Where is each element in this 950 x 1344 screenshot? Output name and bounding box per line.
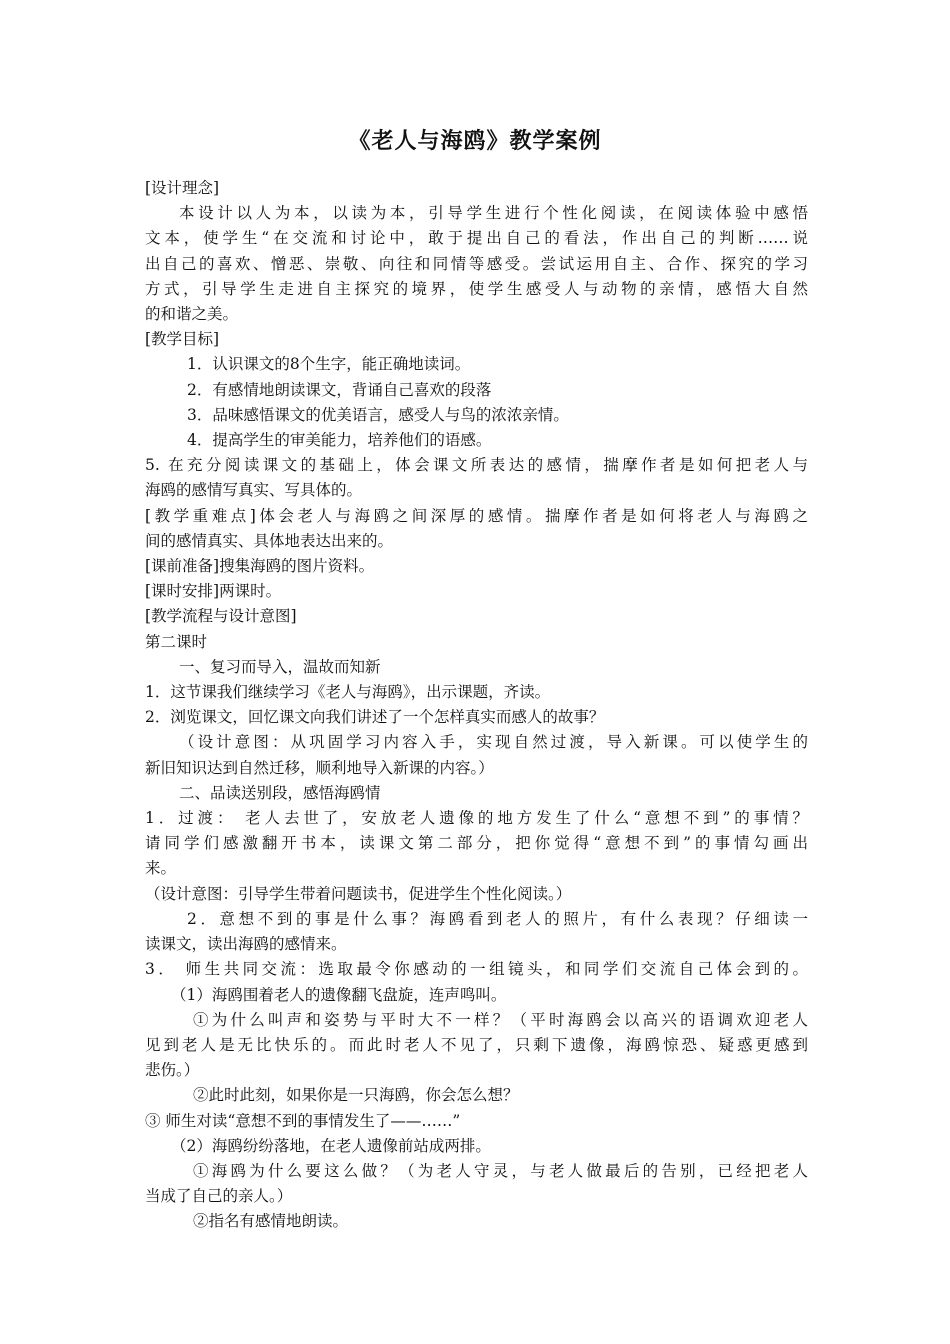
text-line: ③ 师生对读“意想不到的事情发生了——……” xyxy=(145,1111,461,1130)
text-line: ①为什么叫声和姿势与平时大不一样？（平时海鸥会以高兴的语调欢迎老人 xyxy=(193,1010,808,1029)
document-body xyxy=(145,176,808,1235)
text-line: 来。 xyxy=(145,859,177,878)
text-line: 请同学们感激翻开书本，读课文第二部分，把你觉得“意想不到”的事情勾画出 xyxy=(145,834,808,853)
text-line: 一、复习而导入，温故而知新 xyxy=(179,657,381,676)
text-line: 1．过渡： 老人去世了，安放老人遗像的地方发生了什么“意想不到”的事情？ xyxy=(145,809,808,828)
text-line: 1．认识课文的8个生字，能正确地读词。 xyxy=(187,355,471,374)
text-line: 2．浏览课文，回忆课文向我们讲述了一个怎样真实而感人的故事？ xyxy=(145,708,605,727)
text-line: [教学目标] xyxy=(145,330,220,349)
text-line: ②此时此刻，如果你是一只海鸥，你会怎么想？ xyxy=(193,1086,519,1105)
text-line: 读课文，读出海鸥的感情来。 xyxy=(145,935,347,954)
text-line: [教学重难点]体会老人与海鸥之间深厚的感情。揣摩作者是如何将老人与海鸥之 xyxy=(145,506,808,525)
text-line: 4．提高学生的审美能力，培养他们的语感。 xyxy=(187,431,492,450)
text-line: 2．有感情地朗读课文，背诵自己喜欢的段落 xyxy=(187,380,492,399)
text-line: 3． 师生共同交流：选取最令你感动的一组镜头，和同学们交流自己体会到的。 xyxy=(145,960,808,979)
text-line: （2）海鸥纷纷落地，在老人遗像前站成两排。 xyxy=(171,1136,491,1155)
text-line: 文本，使学生“在交流和讨论中，敢于提出自己的看法，作出自己的判断……说 xyxy=(145,229,808,248)
text-line: 当成了自己的亲人。） xyxy=(145,1187,293,1206)
text-line: [课前准备]搜集海鸥的图片资料。 xyxy=(145,557,375,576)
text-line: [设计理念] xyxy=(145,179,220,197)
text-line: 二、品读送别段，感悟海鸥情 xyxy=(179,783,381,802)
document-title: 《老人与海鸥》教学案例 xyxy=(348,129,602,154)
text-line: [教学流程与设计意图] xyxy=(145,607,297,626)
text-line: ①海鸥为什么要这么做？（为老人守灵，与老人做最后的告别，已经把老人 xyxy=(193,1161,808,1180)
text-line: 1．这节课我们继续学习《老人与海鸥》，出示课题，齐读。 xyxy=(145,683,551,702)
text-line: 新旧知识达到自然迁移，顺利地导入新课的内容。） xyxy=(145,758,494,777)
text-line: 第二课时 xyxy=(145,632,208,651)
text-line: 3．品味感悟课文的优美语言，感受人与鸟的浓浓亲情。 xyxy=(187,405,569,424)
text-line: 本设计以人为本，以读为本，引导学生进行个性化阅读，在阅读体验中感悟 xyxy=(179,204,808,223)
text-line: 悲伤。） xyxy=(145,1061,200,1080)
text-line: 见到老人是无比快乐的。而此时老人不见了，只剩下遗像，海鸥惊恐、疑惑更感到 xyxy=(145,1035,808,1054)
text-line: ②指名有感情地朗读。 xyxy=(193,1212,349,1231)
text-line: 出自己的喜欢、憎恶、崇敬、向往和同情等感受。尝试运用自主、合作、探究的学习 xyxy=(145,254,808,273)
text-line: 的和谐之美。 xyxy=(145,305,239,324)
text-line: （1）海鸥围着老人的遗像翻飞盘旋，连声鸣叫。 xyxy=(171,985,507,1004)
text-line: [课时安排]两课时。 xyxy=(145,582,282,601)
text-line: 海鸥的感情写真实、写具体的。 xyxy=(145,481,363,500)
text-line: 2．意想不到的事是什么事？海鸥看到老人的照片，有什么表现？仔细读一 xyxy=(187,909,808,928)
text-line: 间的感情真实、具体地表达出来的。 xyxy=(145,531,394,550)
text-line: （设计意图：从巩固学习内容入手，实现自然过渡，导入新课。可以使学生的 xyxy=(179,733,808,752)
text-line: 方式，引导学生走进自主探究的境界，使学生感受人与动物的亲情，感悟大自然 xyxy=(145,279,808,298)
text-line: （设计意图：引导学生带着问题读书，促进学生个性化阅读。） xyxy=(145,884,572,903)
text-line: 5. 在充分阅读课文的基础上，体会课文所表达的感情，揣摩作者是如何把老人与 xyxy=(145,456,808,475)
